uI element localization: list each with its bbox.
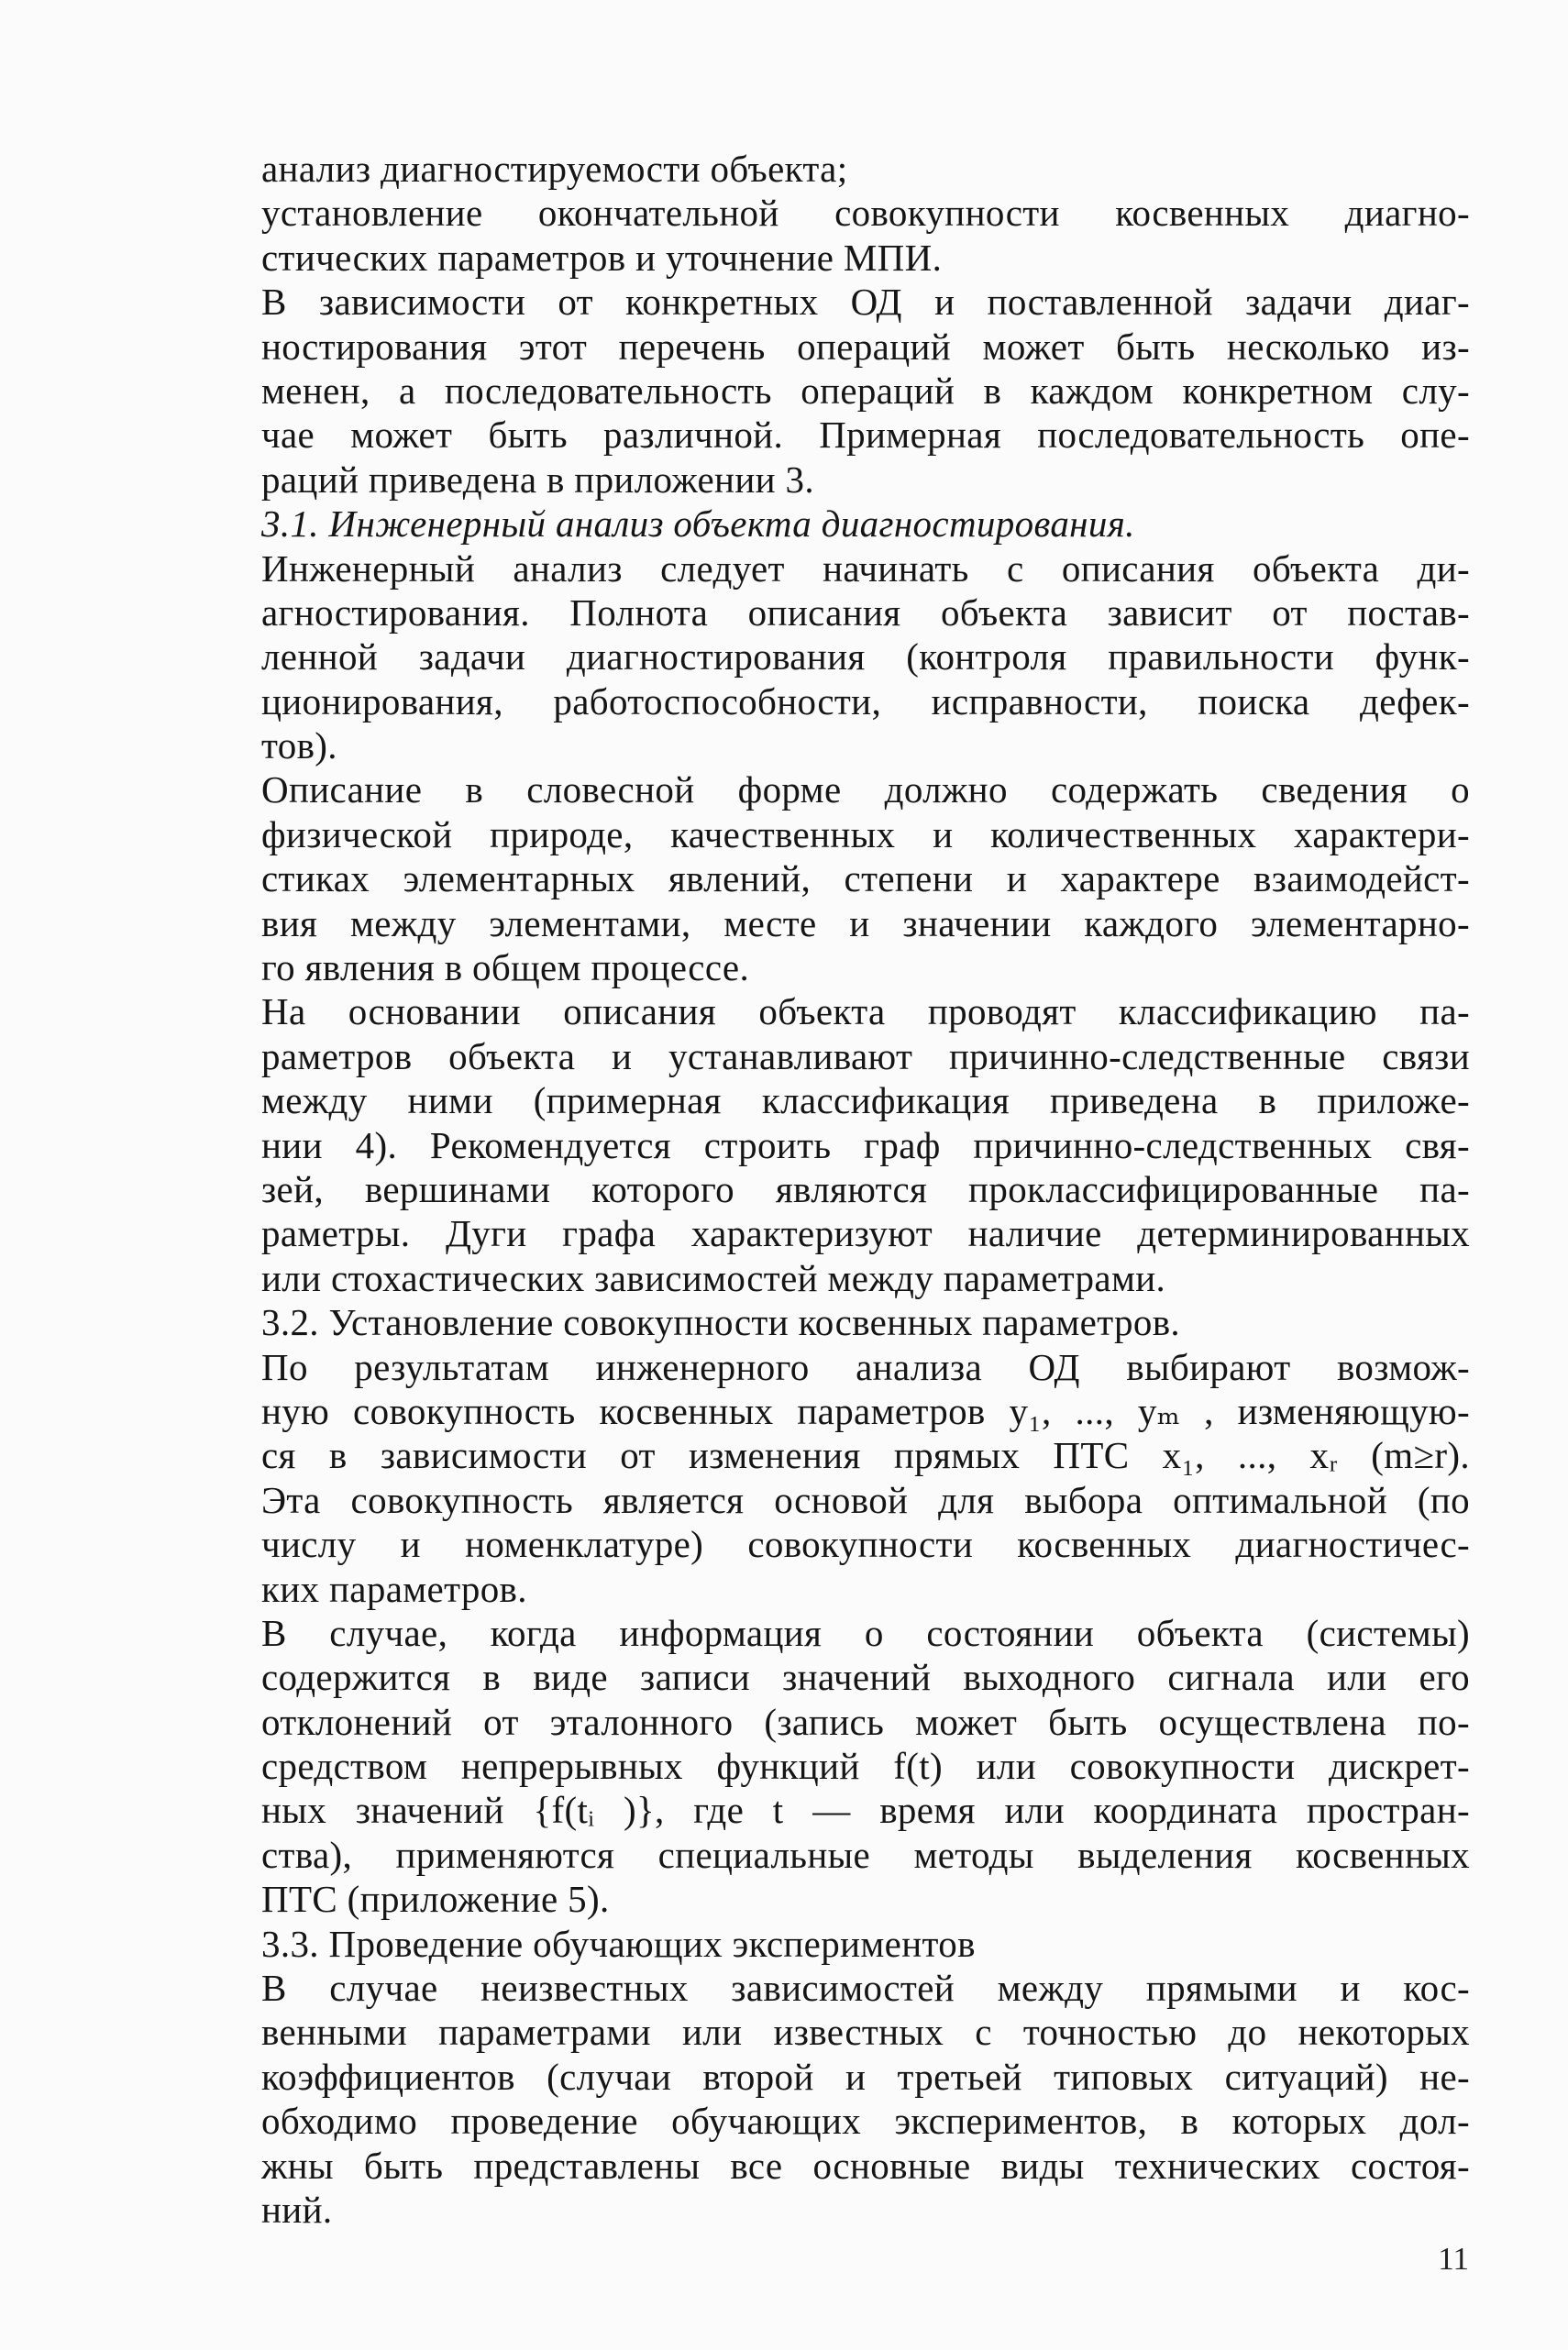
text-line-11: агностирования. Полнота описания объекта зависит от постав- (261, 590, 1470, 634)
text-line-14: тов). (261, 724, 337, 767)
text-line-12: ленной задачи диагностирования (контроля правильности функ- (261, 635, 1470, 679)
text-line-7: чае может быть различной. Примерная последовательность опе- (261, 414, 1470, 457)
text-line-26: или стохастических зависимостей между параметрами. (261, 1256, 1166, 1299)
text-line-4: В зависимости от конкретных ОД и поставленной задачи диаг- (261, 281, 1470, 324)
page-number: 11 (1438, 2241, 1469, 2277)
section-heading-3-3: 3.3. Проведение обучающих экспериментов (261, 1922, 976, 1965)
text-line-30: ся в зависимости от изменения прямых ПТС x₁, ..., xᵣ (m≥r). (261, 1434, 1470, 1477)
text-line-32: числу и номенклатуре) совокупности косвенных диагностичес- (261, 1523, 1470, 1566)
text-line-45: обходимо проведение обучающих экспериментов, в которых дол- (261, 2100, 1470, 2143)
text-line-3: стических параметров и уточнение МПИ. (261, 236, 943, 279)
text-line-22: между ними (примерная классификация приведена в приложе- (261, 1079, 1470, 1122)
text-line-39: ства), применяются специальные методы выделения косвенных (261, 1833, 1470, 1876)
text-line-36: отклонений от эталонного (запись может быть осуществлена по- (261, 1700, 1470, 1743)
text-line-18: вия между элементами, месте и значении каждого элементарно- (261, 901, 1470, 944)
text-line-33: ких параметров. (261, 1567, 527, 1610)
text-line-34: В случае, когда информация о состоянии объекта (системы) (261, 1611, 1470, 1654)
text-line-42: В случае неизвестных зависимостей между прямыми и кос- (261, 1967, 1470, 2010)
section-heading-3-1: 3.1. Инженерный анализ объекта диагностирования. (261, 502, 1135, 546)
text-line-31: Эта совокупность является основой для выбора оптимальной (по (261, 1478, 1470, 1521)
text-line-5: ностирования этот перечень операций может быть несколько из- (261, 325, 1470, 368)
text-line-13: ционирования, работоспособности, исправности, поиска дефек- (261, 679, 1470, 723)
text-line-21: раметров объекта и устанавливают причинно-следственные связи (261, 1034, 1470, 1077)
text-line-10: Инженерный анализ следует начинать с описания объекта ди- (261, 546, 1470, 590)
section-heading-3-2: 3.2. Установление совокупности косвенных параметров. (261, 1301, 1180, 1344)
text-line-40: ПТС (приложение 5). (261, 1878, 610, 1921)
text-line-46: жны быть представлены все основные виды технических состоя- (261, 2144, 1470, 2187)
text-line-44: коэффициентов (случаи второй и третьей типовых ситуаций) не- (261, 2055, 1470, 2098)
text-line-43: венными параметрами или известных с точностью до некоторых (261, 2011, 1470, 2054)
text-line-38: ных значений {f(tᵢ )}, где t — время или координата простран- (261, 1789, 1470, 1832)
text-line-29: ную совокупность косвенных параметров y₁, ..., yₘ , изменяющую- (261, 1389, 1470, 1432)
document-text-block (261, 147, 1470, 2232)
text-line-28: По результатам инженерного анализа ОД выбирают возмож- (261, 1345, 1470, 1388)
text-line-16: физической природе, качественных и количественных характери- (261, 812, 1470, 855)
text-line-15: Описание в словесной форме должно содержать сведения о (261, 768, 1470, 811)
text-line-35: содержится в виде записи значений выходного сигнала или его (261, 1656, 1470, 1699)
text-line-37: средством непрерывных функций f(t) или совокупности дискрет- (261, 1745, 1470, 1788)
text-line-25: раметры. Дуги графа характеризуют наличие детерминированных (261, 1212, 1470, 1255)
text-line-6: менен, а последовательность операций в каждом конкретном слу- (261, 369, 1470, 412)
text-line-20: На основании описания объекта проводят классификацию па- (261, 990, 1470, 1033)
text-line-17: стиках элементарных явлений, степени и характере взаимодейст- (261, 857, 1470, 900)
text-line-24: зей, вершинами которого являются проклассифицированные па- (261, 1167, 1470, 1210)
text-line-8: раций приведена в приложении 3. (261, 458, 814, 501)
text-line-23: нии 4). Рекомендуется строить граф причинно-следственных свя- (261, 1123, 1470, 1166)
text-line-1: анализ диагностируемости объекта; (261, 148, 848, 190)
text-line-19: го явления в общем процессе. (261, 946, 750, 989)
text-line-47: ний. (261, 2188, 333, 2231)
text-line-2: установление окончательной совокупности косвенных диагно- (261, 192, 1470, 235)
